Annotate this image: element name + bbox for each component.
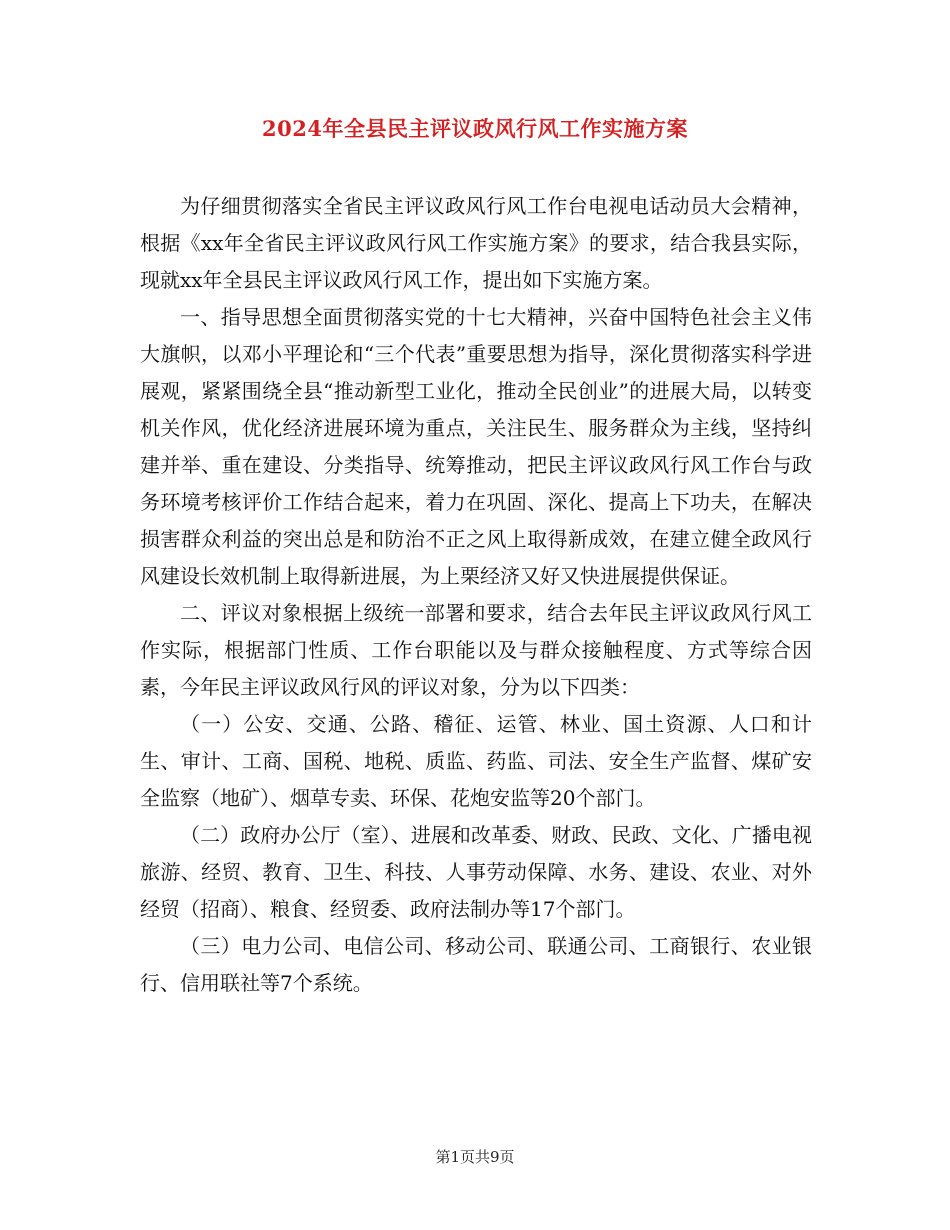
paragraph-intro: 为仔细贯彻落实全省民主评议政风行风工作台电视电话动员大会精神，根据《xx年全省民主评议政风行风工作实施方案》的要求，结合我县实际，现就xx年全县民主评议政风行风工作，提出如下实施方案。 [140,194,812,292]
paragraph-category-3: （三）电力公司、电信公司、移动公司、联通公司、工商银行、农业银行、信用联社等7个系统。 [140,934,812,995]
page-number-footer: 第1页共9页 [435,1148,515,1166]
paragraph-category-2: （二）政府办公厅（室）、进展和改革委、财政、民政、文化、广播电视旅游、经贸、教育、卫生、科技、人事劳动保障、水务、建设、农业、对外经贸（招商）、粮食、经贸委、政府法制办等17个部门。 [140,823,812,921]
document-title: 2024年全县民主评议政风行风工作实施方案 [262,116,688,141]
paragraph-evaluation-targets: 二、评议对象根据上级统一部署和要求，结合去年民主评议政风行风工作实际，根据部门性质、工作台职能以及与群众接触程度、方式等综合因素，今年民主评议政风行风的评议对象，分为以下四类： [140,601,812,699]
document-body [140,188,812,1002]
paragraph-category-1: （一）公安、交通、公路、稽征、运管、林业、国土资源、人口和计生、审计、工商、国税、地税、质监、药监、司法、安全生产监督、煤矿安全监察（地矿）、烟草专卖、环保、花炮安监等20个部门。 [140,712,812,810]
paragraph-guiding-thought: 一、指导思想全面贯彻落实党的十七大精神，兴奋中国特色社会主义伟大旗帜，以邓小平理论和“三个代表”重要思想为指导，深化贯彻落实科学进展观，紧紧围绕全县“推动新型工业化，推动全民创业”的进展大局，以转变机关作风，优化经济进展环境为重点，关注民生、服务群众为主线，坚持纠建并举、重在建设、分类指导、统筹推动，把民主评议政风行风工作台与政务环境考核评价工作结合起来，着力在巩固、深化、提高上下功夫，在解决损害群众利益的突出总是和防治不正之风上取得新成效，在建立健全政风行风建设长效机制上取得新进展，为上栗经济又好又快进展提供保证。 [140,305,812,588]
